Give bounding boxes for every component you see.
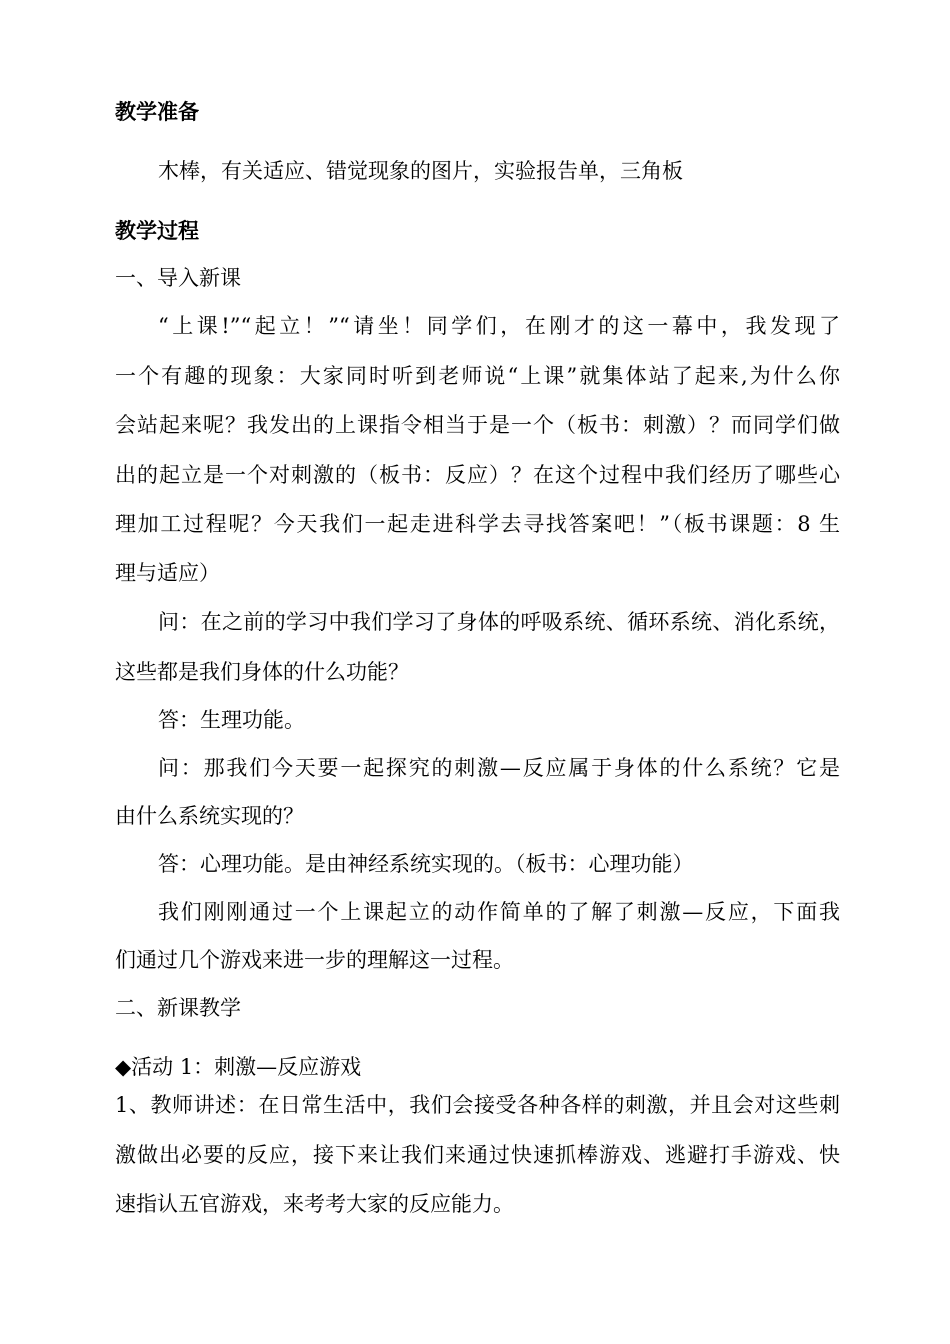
teacher-narration-line: 激做出必要的反应，接下来让我们来通过快速抓棒游戏、逃避打手游戏、快	[115, 1143, 840, 1167]
transition-line: 们通过几个游戏来进一步的理解这一过程。	[115, 948, 514, 972]
answer-1: 答：生理功能。	[158, 708, 305, 732]
question-1-line: 这些都是我们身体的什么功能？	[115, 660, 409, 684]
section-heading-process: 教学过程	[115, 218, 199, 243]
intro-paragraph-line: 理与适应）	[115, 561, 220, 585]
teacher-narration-line: 速指认五官游戏，来考考大家的反应能力。	[115, 1192, 514, 1216]
activity-1-heading: ◆活动 1：刺激—反应游戏	[115, 1055, 362, 1079]
part-heading-intro: 一、导入新课	[115, 266, 241, 290]
intro-paragraph-line: 理加工过程呢？今天我们一起走进科学去寻找答案吧！”（板书课题：8 生	[115, 512, 840, 536]
teacher-narration-line: 1、教师讲述：在日常生活中，我们会接受各种各样的刺激，并且会对这些刺	[115, 1093, 840, 1117]
question-2-line: 由什么系统实现的？	[115, 804, 304, 828]
intro-paragraph-line: 出的起立是一个对刺激的（板书：反应）？在这个过程中我们经历了哪些心	[115, 463, 840, 487]
question-2-line: 问：那我们今天要一起探究的刺激—反应属于身体的什么系统？它是	[158, 756, 840, 780]
preparation-materials: 木棒，有关适应、错觉现象的图片，实验报告单，三角板	[158, 159, 683, 183]
section-heading-preparation: 教学准备	[115, 99, 199, 124]
part-heading-new-lesson: 二、新课教学	[115, 996, 241, 1020]
intro-paragraph-line: “上课!”“起立！”“请坐！同学们，在刚才的这一幕中，我发现了	[158, 314, 840, 338]
question-1-line: 问：在之前的学习中我们学习了身体的呼吸系统、循环系统、消化系统，	[158, 610, 840, 634]
intro-paragraph-line: 会站起来呢？我发出的上课指令相当于是一个（板书：刺激）？而同学们做	[115, 413, 840, 437]
answer-2: 答：心理功能。是由神经系统实现的。（板书：心理功能）	[158, 852, 694, 876]
intro-paragraph-line: 一个有趣的现象：大家同时听到老师说“上课”就集体站了起来,为什么你	[115, 364, 840, 388]
transition-line: 我们刚刚通过一个上课起立的动作简单的了解了刺激—反应，下面我	[158, 900, 840, 924]
